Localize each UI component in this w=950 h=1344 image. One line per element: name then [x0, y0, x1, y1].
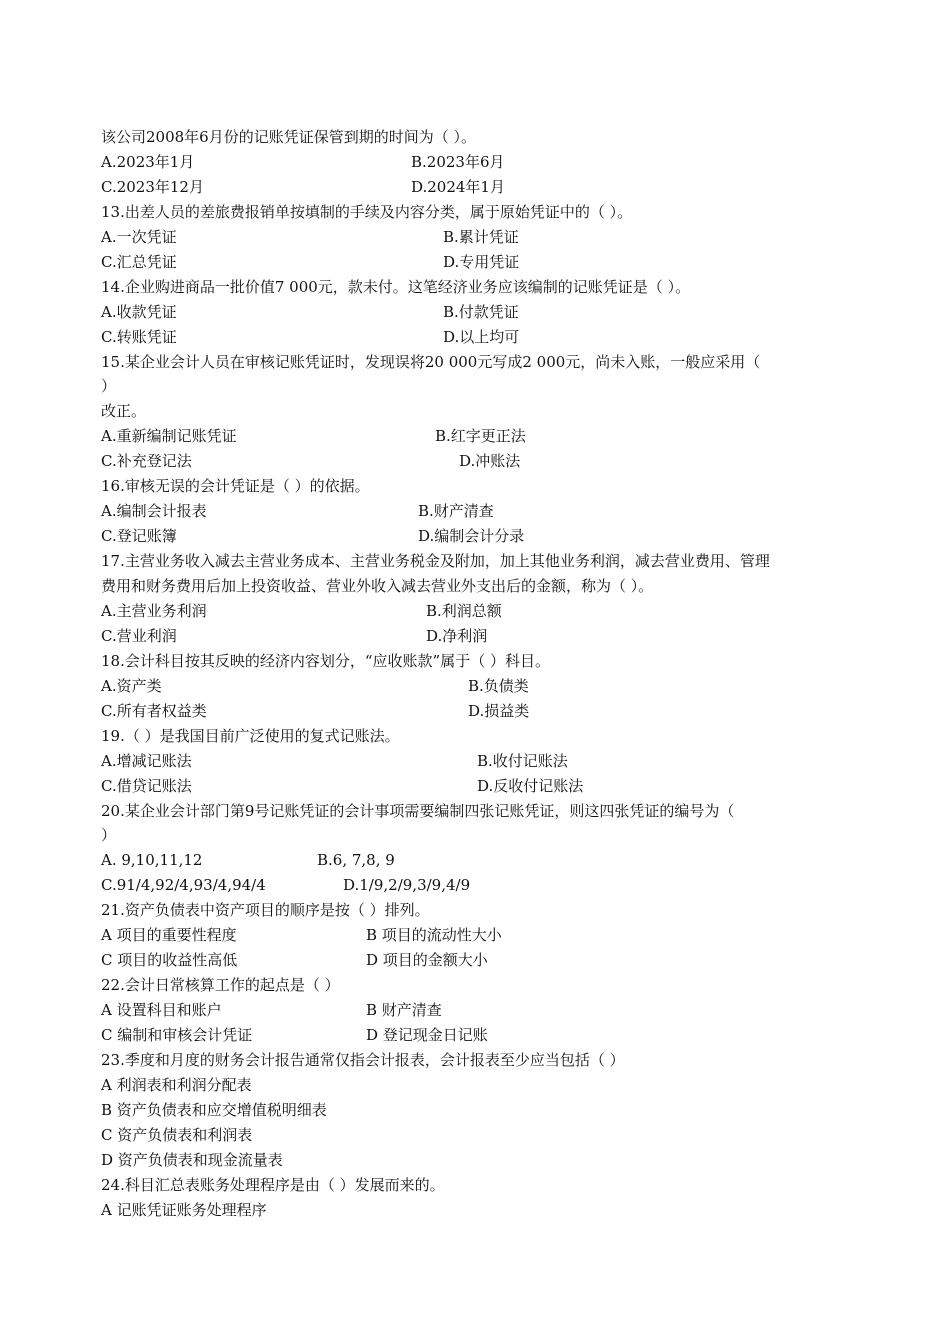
option-d: D.编制会计分录 — [418, 527, 525, 545]
option-a: A.编制会计报表 — [101, 502, 207, 520]
question-13: 13.出差人员的差旅费报销单按填制的手续及内容分类，属于原始凭证中的（ ）。 — [101, 203, 633, 221]
option-d: D 项目的金额大小 — [366, 951, 488, 969]
option-d: D.冲账法 — [459, 452, 521, 470]
text-line: 改正。 — [101, 402, 147, 420]
option-a: A.增减记账法 — [101, 752, 192, 770]
question-22: 22.会计日常核算工作的起点是（ ） — [101, 976, 340, 994]
text-line: ） — [101, 377, 117, 395]
question-16: 16.审核无误的会计凭证是（ ）的依据。 — [101, 477, 370, 495]
option-a: A.收款凭证 — [101, 303, 177, 321]
option-c: C.2023年12月 — [101, 178, 204, 196]
question-23: 23.季度和月度的财务会计报告通常仅指会计报表，会计报表至少应当包括（ ） — [101, 1051, 625, 1069]
option-c: C.补充登记法 — [101, 452, 192, 470]
option-b: B.累计凭证 — [443, 228, 519, 246]
option-b: B.付款凭证 — [443, 303, 519, 321]
option-a: A 项目的重要性程度 — [101, 926, 237, 944]
option-a: A 记账凭证账务处理程序 — [101, 1201, 267, 1219]
option-a: A.一次凭证 — [101, 228, 177, 246]
option-d: D.专用凭证 — [443, 253, 520, 271]
option-c: C 资产负债表和利润表 — [101, 1126, 253, 1144]
option-c: C.所有者权益类 — [101, 702, 207, 720]
option-d: D.以上均可 — [443, 328, 520, 346]
option-b: B.利润总额 — [426, 602, 502, 620]
option-b: B.2023年6月 — [411, 153, 505, 171]
option-b: B.红字更正法 — [435, 427, 526, 445]
option-b: B 资产负债表和应交增值税明细表 — [101, 1101, 327, 1119]
option-a: A.2023年1月 — [101, 153, 195, 171]
option-b: B.负债类 — [468, 677, 529, 695]
option-c: C.转账凭证 — [101, 328, 177, 346]
option-d: D 资产负债表和现金流量表 — [101, 1151, 283, 1169]
option-b: B 项目的流动性大小 — [366, 926, 502, 944]
option-a: A.主营业务利润 — [101, 602, 207, 620]
option-b: B.6, 7,8, 9 — [317, 851, 395, 869]
question-17: 17.主营业务收入减去主营业务成本、主营业务税金及附加，加上其他业务利润，减去营业费用、管理 — [101, 552, 770, 570]
option-a: A 设置科目和账户 — [101, 1001, 222, 1019]
text-line: 该公司2008年6月份的记账凭证保管到期的时间为（ ）。 — [101, 128, 476, 146]
option-a: A.资产类 — [101, 677, 162, 695]
question-21: 21.资产负债表中资产项目的顺序是按（ ）排列。 — [101, 901, 430, 919]
option-d: D.反收付记账法 — [477, 777, 584, 795]
option-b: B.财产清查 — [418, 502, 494, 520]
option-c: C 编制和审核会计凭证 — [101, 1026, 253, 1044]
question-18: 18.会计科目按其反映的经济内容划分，“应收账款”属于（ ）科目。 — [101, 652, 550, 670]
question-24: 24.科目汇总表账务处理程序是由（ ）发展而来的。 — [101, 1176, 445, 1194]
question-15: 15.某企业会计人员在审核记账凭证时，发现误将20 000元写成2 000元，尚未入账，一般应采用（ — [101, 353, 761, 371]
option-b: B.收付记账法 — [477, 752, 568, 770]
option-c: C.营业利润 — [101, 627, 177, 645]
option-d: D.1/9,2/9,3/9,4/9 — [343, 876, 471, 894]
option-c: C.汇总凭证 — [101, 253, 177, 271]
option-a: A. 9,10,11,12 — [101, 851, 203, 869]
option-c: C.91/4,92/4,93/4,94/4 — [101, 876, 266, 894]
text-line: ） — [101, 826, 117, 844]
option-c: C.借贷记账法 — [101, 777, 192, 795]
option-d: D.损益类 — [468, 702, 530, 720]
option-d: D.2024年1月 — [411, 178, 505, 196]
option-c: C 项目的收益性高低 — [101, 951, 238, 969]
option-d: D 登记现金日记账 — [366, 1026, 488, 1044]
question-19: 19.（ ）是我国目前广泛使用的复式记账法。 — [101, 727, 400, 745]
option-d: D.净利润 — [426, 627, 488, 645]
option-b: B 财产清查 — [366, 1001, 442, 1019]
option-a: A 利润表和利润分配表 — [101, 1076, 252, 1094]
question-14: 14.企业购进商品一批价值7 000元，款未付。这笔经济业务应该编制的记账凭证是（ ）。 — [101, 278, 691, 296]
option-a: A.重新编制记账凭证 — [101, 427, 237, 445]
question-20: 20.某企业会计部门第9号记账凭证的会计事项需要编制四张记账凭证，则这四张凭证的编号为（ — [101, 802, 735, 820]
text-line: 费用和财务费用后加上投资收益、营业外收入减去营业外支出后的金额，称为（ ）。 — [101, 577, 654, 595]
option-c: C.登记账簿 — [101, 527, 177, 545]
